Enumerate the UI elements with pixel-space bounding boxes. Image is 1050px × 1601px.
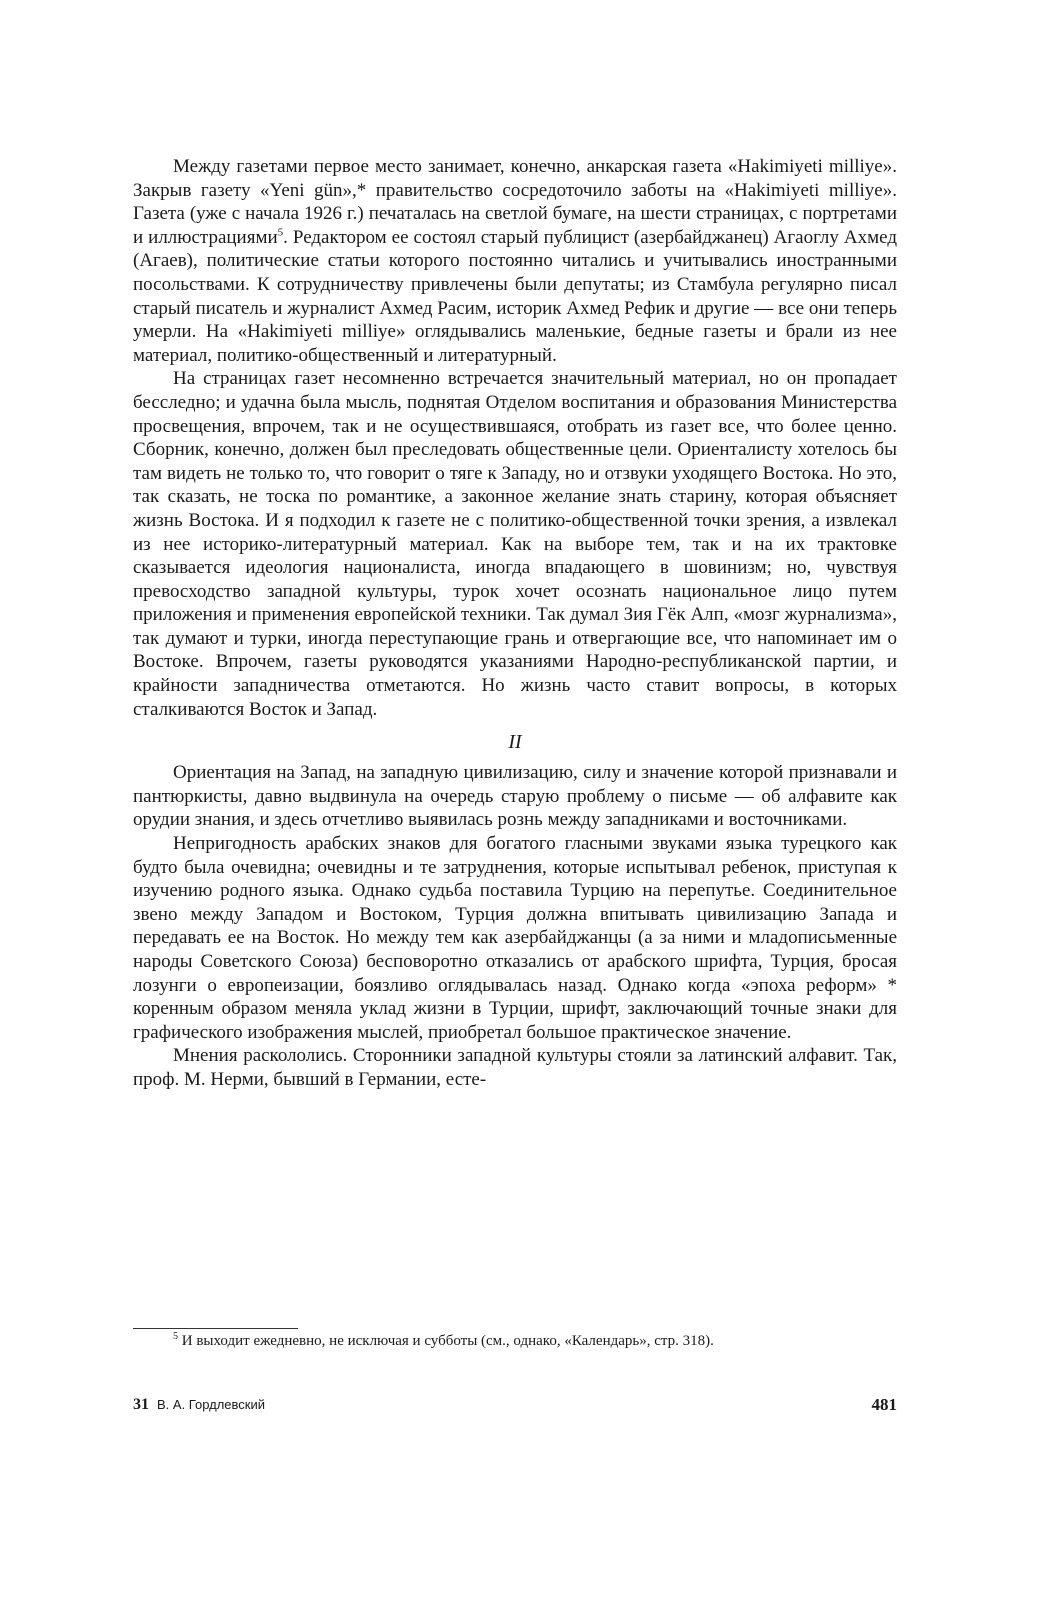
footnote-text: И выходит ежедневно, не исключая и субботы (см., однако, «Календарь», стр. 318).	[181, 1333, 714, 1349]
section-heading: II	[508, 731, 522, 754]
author-name: В. А. Гордлевский	[157, 1397, 265, 1412]
paragraph-4: Непригодность арабских знаков для богатого гласными звуками языка турецкого как будто была очевидна; очевидны и те затруднения, которые испытывал ребенок, приступая к изучению родного языка. Однако судьба поставила Турцию на перепутье. Соединительное звено между Западом и Востоком, Турция должна впитывать цивилизацию Запада и передавать ее на Восток. Но между тем как азербайджанцы (а за ними и младописьменные народы Советского Союза) бесповоротно отказались от арабского шрифта, Турция, бросая лозунги о европеизации, боязливо оглядывалась назад. Однако когда «эпоха реформ» * коренным образом меняла уклад жизни в Турции, шрифт, заключающий точные знаки для графического изображения мыслей, приобретал большое практическое значение.	[133, 833, 897, 1043]
page-number: 481	[871, 1395, 897, 1414]
page-body	[133, 155, 897, 1092]
footnote	[133, 1331, 897, 1351]
paragraph-1: Между газетами первое место занимает, конечно, анкарская газета «Hakimiyeti milliye». Закрыв газету «Yeni gün»,* правительство сосредоточило заботы на «Hakimiyeti milliye». Газета (уже с начала 1926 г.) печаталась на светлой бумаге, на шести страницах, с портретами и иллюстрациями$^5$. Редактором ее состоял старый публицист (азербайджанец) Агаоглу Ахмед (Агаев), политические статьи которого постоянно читались и учитывались иностранными посольствами. К сотрудничеству привлечены были депутаты; из Стамбула регулярно писал старый писатель и журналист Ахмед Расим, историк Ахмед Рефик и другие — все они теперь умерли. На «Hakimiyeti milliye» оглядывались маленькие, бедные газеты и брали из нее материал, политико-общественный и литературный.	[133, 156, 897, 366]
footnote-reference: 5	[277, 226, 284, 239]
paragraph-5: Мнения раскололись. Сторонники западной культуры стояли за латинский алфавит. Так, проф. М. Нерми, бывший в Германии, есте-	[133, 1045, 897, 1090]
footnote-marker: 5	[173, 1331, 178, 1342]
signature-number: 31	[133, 1396, 149, 1413]
paragraph-2: На страницах газет несомненно встречается значительный материал, но он пропадает бесследно; и удачна была мысль, поднятая Отделом воспитания и образования Министерства просвещения, впрочем, так и не осуществившаяся, отобрать из газет все, что более ценно. Сборник, конечно, должен был преследовать общественные цели. Ориенталисту хотелось бы там видеть не только то, что говорит о тяге к Западу, но и отзвуки уходящего Востока. Но это, так сказать, не тоска по романтике, а законное желание знать старину, которая объясняет жизнь Востока. И я подходил к газете не с политико-общественной точки зрения, а извлекал из нее историко-литературный материал. Как на выборе тем, так и на их трактовке сказывается идеология националиста, иногда впадающего в шовинизм; но, чувствуя превосходство западной культуры, турок хочет осознать национальное лицо путем приложения и применения европейской техники. Так думал Зия Гёк Алп, «мозг журнализма», так думают и турки, иногда переступающие грань и отвергающие все, что напоминает им о Востоке. Впрочем, газеты руководятся указаниями Народно-республиканской партии, и крайности западничества отметаются. Но жизнь часто ставит вопросы, в которых сталкиваются Восток и Запад.	[133, 368, 897, 720]
page-footer	[133, 1393, 897, 1417]
footnote-divider	[133, 1328, 298, 1329]
paragraph-1-text-a: Между газетами первое место занимает, конечно, анкарская газета «Hakimiyeti milliye». Закрыв газету «Yeni gün»,* правительство сосредоточило заботы на «Hakimiyeti milliye». Газета (уже с начала 1926 г.) печаталась на светлой бумаге, на шести страницах, с портретами и иллюстрациями	[133, 156, 897, 248]
paragraph-3: Ориентация на Запад, на западную цивилизацию, силу и значение которой признавали и пантюркисты, давно выдвинула на очередь старую проблему о письме — об алфавите как орудии знания, и здесь отчетливо выявилась рознь между западниками и восточниками.	[133, 762, 897, 831]
paragraph-1-text-b: Редактором ее состоял старый публицист (азербайджанец) Агаоглу Ахмед (Агаев), политические статьи которого постоянно читались и учитывались иностранными посольствами. К сотрудничеству привлечены были депутаты; из Стамбула регулярно писал старый писатель и журналист Ахмед Расим, историк Ахмед Рефик и другие — все они теперь умерли. На «Hakimiyeti milliye» оглядывались маленькие, бедные газеты и брали из нее материал, политико-общественный и литературный.	[133, 226, 897, 366]
